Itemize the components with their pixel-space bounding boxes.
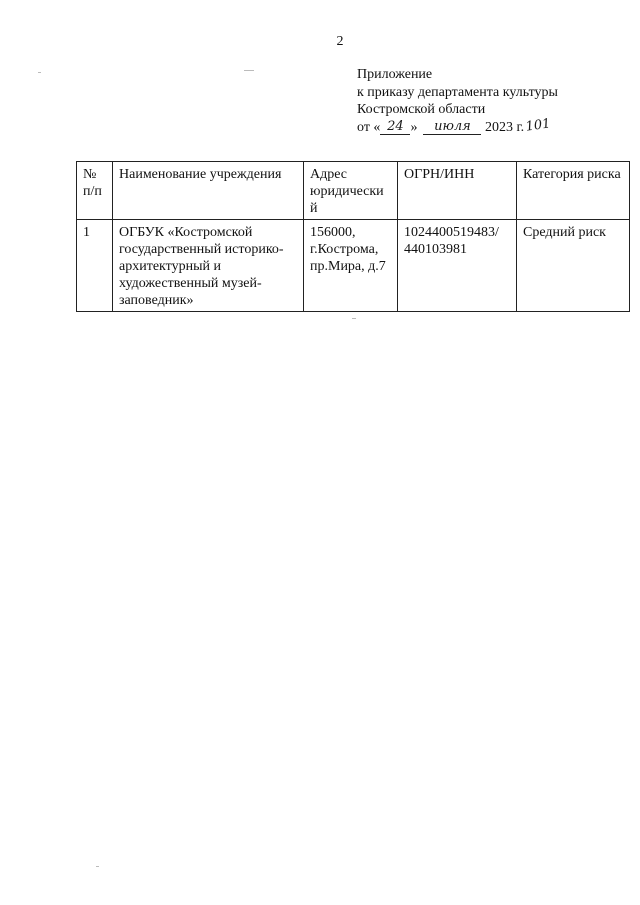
handwritten-month: июля [423, 120, 481, 135]
scan-artifact [244, 70, 254, 71]
header-ogrn-inn: ОГРН/ИНН [398, 162, 517, 220]
appendix-region: Костромской области [357, 102, 486, 117]
appendix-title: Приложение [357, 67, 433, 82]
table-header-row [77, 162, 630, 220]
date-year: 2023 г. [484, 119, 525, 135]
cell-ogrn-inn: 1024400519483/ 440103981 [398, 220, 517, 312]
appendix-header [357, 66, 558, 136]
registry-table [76, 161, 630, 312]
cell-legal-address: 156000, г.Кострома, пр.Мира, д.7 [304, 220, 398, 312]
cell-risk-category: Средний риск [517, 220, 630, 312]
date-prefix: от « [357, 119, 381, 135]
handwritten-day: 24 [380, 120, 410, 135]
appendix-date-line [357, 115, 558, 137]
header-legal-address: Адрес юридически й [304, 162, 398, 220]
scan-artifact [352, 318, 356, 319]
cell-number: 1 [77, 220, 113, 312]
table-row [77, 220, 630, 312]
date-quote-close: » [410, 119, 418, 135]
scan-artifact [38, 72, 41, 73]
cell-institution-name: ОГБУК «Костромской государственный историко-архитектурный и художественный музей-заповедник» [113, 220, 304, 312]
appendix-order-reference: к приказу департамента культуры [357, 84, 558, 100]
header-number: № п/п [77, 162, 113, 220]
header-institution-name: Наименование учреждения [113, 162, 304, 220]
header-risk-category: Категория риска [517, 162, 630, 220]
page-number: 2 [336, 34, 344, 49]
scan-artifact [96, 866, 99, 867]
handwritten-order-number: 101 [524, 115, 552, 135]
